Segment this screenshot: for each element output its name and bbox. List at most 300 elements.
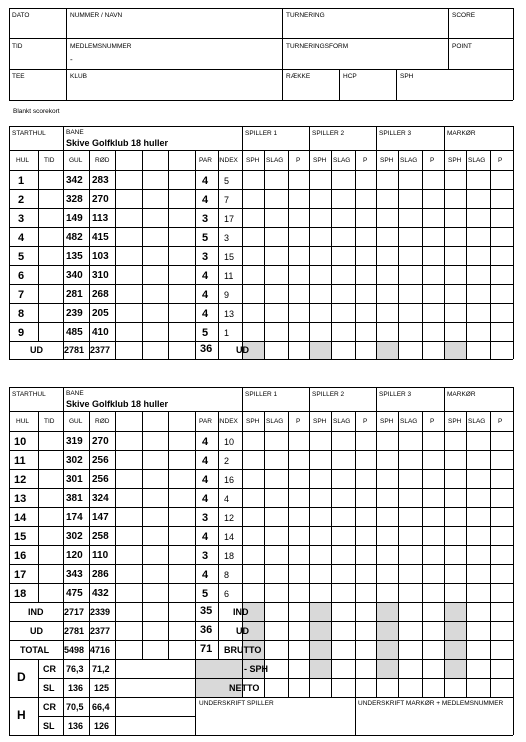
grid-line bbox=[9, 387, 10, 411]
sph-header: SPH bbox=[246, 418, 260, 425]
grid-line bbox=[195, 602, 196, 621]
index-value: 17 bbox=[224, 213, 235, 224]
grid-line bbox=[422, 621, 423, 640]
par-value: 3 bbox=[202, 549, 209, 562]
grid-line bbox=[513, 602, 514, 621]
grid-line bbox=[422, 659, 423, 697]
rod-distance: 324 bbox=[92, 492, 109, 504]
rod-distance: 256 bbox=[92, 473, 109, 485]
signature-player-label: UNDERSKRIFT SPILLER bbox=[199, 700, 274, 707]
shaded-cell bbox=[377, 342, 398, 359]
grid-line bbox=[9, 488, 513, 489]
par-value: 5 bbox=[202, 231, 209, 244]
rod-distance: 432 bbox=[92, 587, 109, 599]
grid-line bbox=[9, 359, 513, 360]
grid-line bbox=[264, 411, 265, 602]
total-rod: 2377 bbox=[90, 626, 111, 636]
grid-line bbox=[264, 621, 265, 640]
grid-line bbox=[355, 640, 356, 659]
index-value: 1 bbox=[224, 327, 230, 338]
rod-distance: 310 bbox=[92, 269, 109, 281]
grid-line bbox=[309, 411, 310, 602]
spiller3-label: SPILLER 3 bbox=[379, 130, 412, 137]
grid-line bbox=[376, 387, 377, 411]
p-header: P bbox=[498, 157, 503, 164]
shaded-cell bbox=[310, 641, 331, 659]
total-rod: 2339 bbox=[90, 607, 111, 617]
spiller3-label: SPILLER 3 bbox=[379, 391, 412, 398]
dato-label: DATO bbox=[12, 12, 30, 19]
grid-line bbox=[115, 602, 116, 621]
p-header: P bbox=[498, 418, 503, 425]
slag-header: SLAG bbox=[333, 418, 351, 425]
tee-label: TEE bbox=[12, 73, 25, 80]
grid-line bbox=[218, 150, 219, 341]
grid-line bbox=[63, 126, 64, 150]
shaded-cell bbox=[377, 660, 398, 678]
h-cr-label: CR bbox=[43, 702, 56, 712]
grid-line bbox=[398, 150, 399, 341]
slag-header: SLAG bbox=[400, 157, 418, 164]
course-name: Skive Golfklub 18 huller bbox=[66, 399, 169, 409]
par-value: 4 bbox=[202, 454, 209, 467]
grid-line bbox=[331, 640, 332, 659]
index-value: 13 bbox=[224, 308, 235, 319]
grid-line bbox=[513, 621, 514, 640]
grid-line bbox=[38, 697, 39, 735]
d-sl-gul: 136 bbox=[68, 683, 84, 693]
nummer-navn-label: NUMMER / NAVN bbox=[70, 12, 123, 19]
grid-line bbox=[9, 507, 513, 508]
gul-distance: 149 bbox=[66, 212, 83, 224]
grid-line bbox=[9, 341, 10, 359]
tid-label: TID bbox=[12, 43, 23, 50]
grid-line bbox=[168, 640, 169, 659]
grid-line bbox=[63, 150, 64, 341]
index-value: 2 bbox=[224, 455, 230, 466]
shaded-cell bbox=[310, 622, 331, 640]
grid-line bbox=[38, 716, 195, 717]
course-name: Skive Golfklub 18 huller bbox=[66, 138, 169, 148]
index-value: 18 bbox=[224, 550, 235, 561]
grid-line bbox=[195, 411, 196, 602]
d-cr-rod: 71,2 bbox=[92, 664, 110, 674]
slag-header: SLAG bbox=[400, 418, 418, 425]
grid-line bbox=[9, 387, 513, 388]
grid-line bbox=[9, 431, 513, 432]
point-label: POINT bbox=[452, 43, 472, 50]
gul-distance: 342 bbox=[66, 174, 83, 186]
grid-line bbox=[115, 640, 116, 659]
grid-line bbox=[355, 659, 356, 697]
grid-line bbox=[398, 621, 399, 640]
grid-line bbox=[422, 411, 423, 602]
front-total-label2: UD bbox=[236, 345, 249, 355]
raekke-label: RÆKKE bbox=[286, 73, 311, 80]
grid-line bbox=[264, 341, 265, 359]
shaded-cell bbox=[445, 603, 466, 621]
gul-distance: 135 bbox=[66, 250, 83, 262]
gul-distance: 239 bbox=[66, 307, 83, 319]
grid-line bbox=[218, 341, 219, 359]
index-value: 12 bbox=[224, 512, 235, 523]
grid-line bbox=[309, 387, 310, 411]
total-label2: IND bbox=[233, 607, 249, 617]
grid-line bbox=[218, 602, 219, 621]
gul-distance: 174 bbox=[66, 511, 83, 523]
p-header: P bbox=[363, 418, 368, 425]
total-par: 36 bbox=[200, 624, 213, 636]
grid-line bbox=[288, 341, 289, 359]
grid-line bbox=[288, 621, 289, 640]
grid-line bbox=[309, 150, 310, 341]
grid-line bbox=[513, 697, 514, 735]
grid-line bbox=[331, 411, 332, 602]
total-gul: 2717 bbox=[64, 607, 85, 617]
grid-line bbox=[9, 246, 513, 247]
gul-distance: 381 bbox=[66, 492, 83, 504]
gul-distance: 319 bbox=[66, 435, 83, 447]
grid-line bbox=[513, 411, 514, 602]
index-value: 11 bbox=[224, 270, 234, 281]
grid-line bbox=[466, 150, 467, 341]
index-value: 5 bbox=[224, 175, 230, 186]
total-label2: UD bbox=[236, 626, 249, 636]
slag-header: SLAG bbox=[266, 418, 284, 425]
index-value: 9 bbox=[224, 289, 230, 300]
grid-line bbox=[444, 411, 445, 602]
gul-distance: 485 bbox=[66, 326, 83, 338]
medlemsnummer-label: MEDLEMSNUMMER bbox=[70, 43, 132, 50]
grid-line bbox=[422, 341, 423, 359]
rod-distance: 258 bbox=[92, 530, 109, 542]
grid-line bbox=[195, 621, 196, 640]
grid-line bbox=[444, 150, 445, 341]
spiller2-label: SPILLER 2 bbox=[312, 130, 345, 137]
par-value: 4 bbox=[202, 492, 209, 505]
sph-label: SPH bbox=[400, 73, 414, 80]
grid-line bbox=[9, 659, 10, 697]
markor-label: MARKØR bbox=[447, 130, 476, 137]
grid-line bbox=[168, 411, 169, 602]
par-value: 4 bbox=[202, 473, 209, 486]
grid-line bbox=[355, 602, 356, 621]
grid-line bbox=[218, 411, 219, 602]
rod-header: RØD bbox=[95, 157, 110, 164]
slag-header: SLAG bbox=[266, 157, 284, 164]
grid-line bbox=[142, 411, 143, 602]
grid-line bbox=[38, 150, 39, 341]
grid-line bbox=[331, 150, 332, 341]
starthul-label: STARTHUL bbox=[12, 130, 46, 137]
sph-header: SPH bbox=[313, 418, 327, 425]
grid-line bbox=[490, 341, 491, 359]
grid-line bbox=[9, 602, 10, 621]
grid-line bbox=[115, 659, 116, 697]
grid-line bbox=[63, 387, 64, 411]
grid-line bbox=[264, 602, 265, 621]
turneringsform-label: TURNERINGSFORM bbox=[286, 43, 349, 50]
grid-line bbox=[444, 126, 445, 150]
grid-line bbox=[89, 659, 90, 697]
grid-line bbox=[490, 621, 491, 640]
total-par: 71 bbox=[200, 643, 213, 655]
rod-distance: 270 bbox=[92, 193, 109, 205]
grid-line bbox=[115, 341, 116, 359]
grid-line bbox=[444, 387, 445, 411]
grid-line bbox=[422, 640, 423, 659]
grid-line bbox=[115, 697, 116, 735]
h-rating-label: H bbox=[17, 708, 26, 722]
grid-line bbox=[466, 602, 467, 621]
grid-line bbox=[422, 602, 423, 621]
par-value: 3 bbox=[202, 511, 209, 524]
grid-line bbox=[513, 640, 514, 659]
grid-line bbox=[9, 411, 513, 412]
grid-line bbox=[9, 697, 513, 698]
shaded-cell bbox=[445, 641, 466, 659]
signature-marker-label: UNDERSKRIFT MARKØR + MEDLEMSNUMMER bbox=[358, 700, 504, 707]
shaded-cell bbox=[196, 660, 242, 678]
sph-header: SPH bbox=[380, 157, 394, 164]
grid-line bbox=[195, 341, 196, 359]
grid-line bbox=[9, 150, 10, 341]
grid-line bbox=[115, 411, 116, 602]
grid-line bbox=[9, 735, 513, 736]
grid-line bbox=[9, 450, 513, 451]
grid-line bbox=[9, 621, 10, 640]
par-value: 4 bbox=[202, 307, 209, 320]
grid-line bbox=[288, 659, 289, 697]
grid-line bbox=[9, 227, 513, 228]
hole-number: 5 bbox=[18, 250, 25, 263]
total-rod: 4716 bbox=[90, 645, 111, 655]
grid-line bbox=[142, 150, 143, 341]
grid-line bbox=[9, 545, 513, 546]
par-value: 4 bbox=[202, 193, 209, 206]
grid-line bbox=[513, 150, 514, 341]
grid-line bbox=[218, 621, 219, 640]
gul-header: GUL bbox=[69, 157, 83, 164]
hole-number: 2 bbox=[18, 193, 25, 206]
grid-line bbox=[168, 602, 169, 621]
spiller2-label: SPILLER 2 bbox=[312, 391, 345, 398]
index-value: 16 bbox=[224, 474, 235, 485]
grid-line bbox=[89, 150, 90, 341]
grid-line bbox=[513, 341, 514, 359]
sph-header: SPH bbox=[448, 157, 462, 164]
rod-distance: 147 bbox=[92, 511, 109, 523]
index-header: INDEX bbox=[218, 418, 238, 425]
markor-label: MARKØR bbox=[447, 391, 476, 398]
shaded-cell bbox=[445, 622, 466, 640]
index-value: 10 bbox=[224, 436, 235, 447]
hole-number: 10 bbox=[14, 435, 27, 448]
total-label: UD bbox=[30, 626, 43, 636]
total-gul: 5498 bbox=[64, 645, 85, 655]
gul-distance: 302 bbox=[66, 530, 83, 542]
rod-distance: 410 bbox=[92, 326, 109, 338]
grid-line bbox=[355, 697, 356, 735]
grid-line bbox=[398, 640, 399, 659]
grid-line bbox=[466, 659, 467, 697]
grid-line bbox=[242, 411, 243, 602]
par-value: 4 bbox=[202, 568, 209, 581]
hole-number: 9 bbox=[18, 326, 25, 339]
grid-line bbox=[466, 640, 467, 659]
hole-number: 8 bbox=[18, 307, 25, 320]
grid-line bbox=[63, 411, 64, 602]
front-total-par: 36 bbox=[200, 343, 213, 355]
grid-line bbox=[309, 126, 310, 150]
grid-line bbox=[89, 411, 90, 602]
grid-line bbox=[168, 621, 169, 640]
hole-number: 14 bbox=[14, 511, 27, 524]
hole-number: 18 bbox=[14, 587, 27, 600]
grid-line bbox=[331, 621, 332, 640]
grid-line bbox=[331, 602, 332, 621]
grid-line bbox=[466, 621, 467, 640]
grid-line bbox=[9, 126, 10, 150]
tid-header: TID bbox=[44, 418, 55, 425]
grid-line bbox=[63, 659, 64, 697]
tid-header: TID bbox=[44, 157, 55, 164]
index-value: 15 bbox=[224, 251, 235, 262]
grid-line bbox=[195, 640, 196, 659]
grid-line bbox=[195, 150, 196, 341]
grid-line bbox=[288, 602, 289, 621]
grid-line bbox=[9, 583, 513, 584]
grid-line bbox=[9, 303, 513, 304]
d-cr-label: CR bbox=[43, 664, 56, 674]
total-par: 35 bbox=[200, 605, 213, 617]
hole-number: 11 bbox=[14, 454, 26, 467]
rod-distance: 256 bbox=[92, 454, 109, 466]
hole-number: 17 bbox=[14, 568, 27, 581]
slag-header: SLAG bbox=[468, 157, 486, 164]
front-total-rod: 2377 bbox=[90, 345, 111, 355]
shaded-cell bbox=[445, 660, 466, 678]
gul-distance: 120 bbox=[66, 549, 83, 561]
rod-distance: 110 bbox=[92, 549, 109, 561]
grid-line bbox=[490, 659, 491, 697]
hole-number: 16 bbox=[14, 549, 27, 562]
gul-distance: 328 bbox=[66, 193, 83, 205]
grid-line bbox=[490, 150, 491, 341]
grid-line bbox=[513, 126, 514, 150]
grid-line bbox=[89, 697, 90, 735]
gul-distance: 482 bbox=[66, 231, 83, 243]
grid-line bbox=[264, 640, 265, 659]
rod-distance: 286 bbox=[92, 568, 109, 580]
h-sl-gul: 136 bbox=[68, 721, 84, 731]
grid-line bbox=[38, 411, 39, 602]
grid-line bbox=[63, 697, 64, 735]
index-value: 4 bbox=[224, 493, 230, 504]
starthul-label: STARTHUL bbox=[12, 391, 46, 398]
par-value: 3 bbox=[202, 212, 209, 225]
rod-distance: 205 bbox=[92, 307, 109, 319]
rod-distance: 113 bbox=[92, 212, 109, 224]
grid-line bbox=[288, 640, 289, 659]
par-value: 4 bbox=[202, 435, 209, 448]
hcp-label: HCP bbox=[343, 73, 357, 80]
rod-distance: 270 bbox=[92, 435, 109, 447]
rod-header: RØD bbox=[95, 418, 110, 425]
rod-distance: 283 bbox=[92, 174, 109, 186]
total-label: TOTAL bbox=[20, 645, 50, 655]
shaded-cell bbox=[310, 342, 331, 359]
par-value: 3 bbox=[202, 250, 209, 263]
hole-number: 6 bbox=[18, 269, 25, 282]
grid-line bbox=[398, 411, 399, 602]
grid-line bbox=[9, 697, 10, 735]
grid-line bbox=[422, 150, 423, 341]
par-header: PAR bbox=[199, 418, 212, 425]
index-value: 7 bbox=[224, 194, 230, 205]
grid-line bbox=[9, 526, 513, 527]
score-label: SCORE bbox=[452, 12, 476, 19]
grid-line bbox=[242, 387, 243, 411]
gul-distance: 340 bbox=[66, 269, 83, 281]
klub-label: KLUB bbox=[70, 73, 87, 80]
h-cr-rod: 66,4 bbox=[92, 702, 110, 712]
grid-line bbox=[115, 621, 116, 640]
grid-line bbox=[355, 341, 356, 359]
par-value: 4 bbox=[202, 174, 209, 187]
grid-line bbox=[466, 411, 467, 602]
sph-header: SPH bbox=[380, 418, 394, 425]
grid-line bbox=[9, 469, 513, 470]
p-header: P bbox=[296, 418, 301, 425]
hole-number: 4 bbox=[18, 231, 25, 244]
par-value: 4 bbox=[202, 269, 209, 282]
grid-line bbox=[398, 602, 399, 621]
par-header: PAR bbox=[199, 157, 212, 164]
grid-line bbox=[264, 150, 265, 341]
grid-line bbox=[242, 150, 243, 341]
grid-line bbox=[376, 411, 377, 602]
grid-line bbox=[490, 640, 491, 659]
gul-distance: 301 bbox=[66, 473, 83, 485]
rod-distance: 268 bbox=[92, 288, 109, 300]
d-cr-gul: 76,3 bbox=[66, 664, 84, 674]
grid-line bbox=[168, 150, 169, 341]
grid-line bbox=[9, 640, 10, 659]
hole-number: 1 bbox=[18, 174, 25, 187]
total-label: IND bbox=[28, 607, 44, 617]
grid-line bbox=[142, 621, 143, 640]
shaded-cell bbox=[377, 622, 398, 640]
p-header: P bbox=[363, 157, 368, 164]
total-label2: BRUTTO bbox=[224, 645, 262, 655]
index-value: 6 bbox=[224, 588, 230, 599]
index-header: INDEX bbox=[218, 157, 238, 164]
d-sl-rod: 125 bbox=[94, 683, 110, 693]
grid-line bbox=[9, 170, 513, 171]
grid-line bbox=[9, 322, 513, 323]
index-value: 14 bbox=[224, 531, 235, 542]
shaded-cell bbox=[445, 342, 466, 359]
grid-line bbox=[142, 602, 143, 621]
hole-number: 15 bbox=[14, 530, 27, 543]
index-value: 3 bbox=[224, 232, 230, 243]
grid-line bbox=[142, 341, 143, 359]
front-total-gul: 2781 bbox=[64, 345, 85, 355]
hole-number: 7 bbox=[18, 288, 25, 301]
par-value: 4 bbox=[202, 288, 209, 301]
p-header: P bbox=[296, 157, 301, 164]
